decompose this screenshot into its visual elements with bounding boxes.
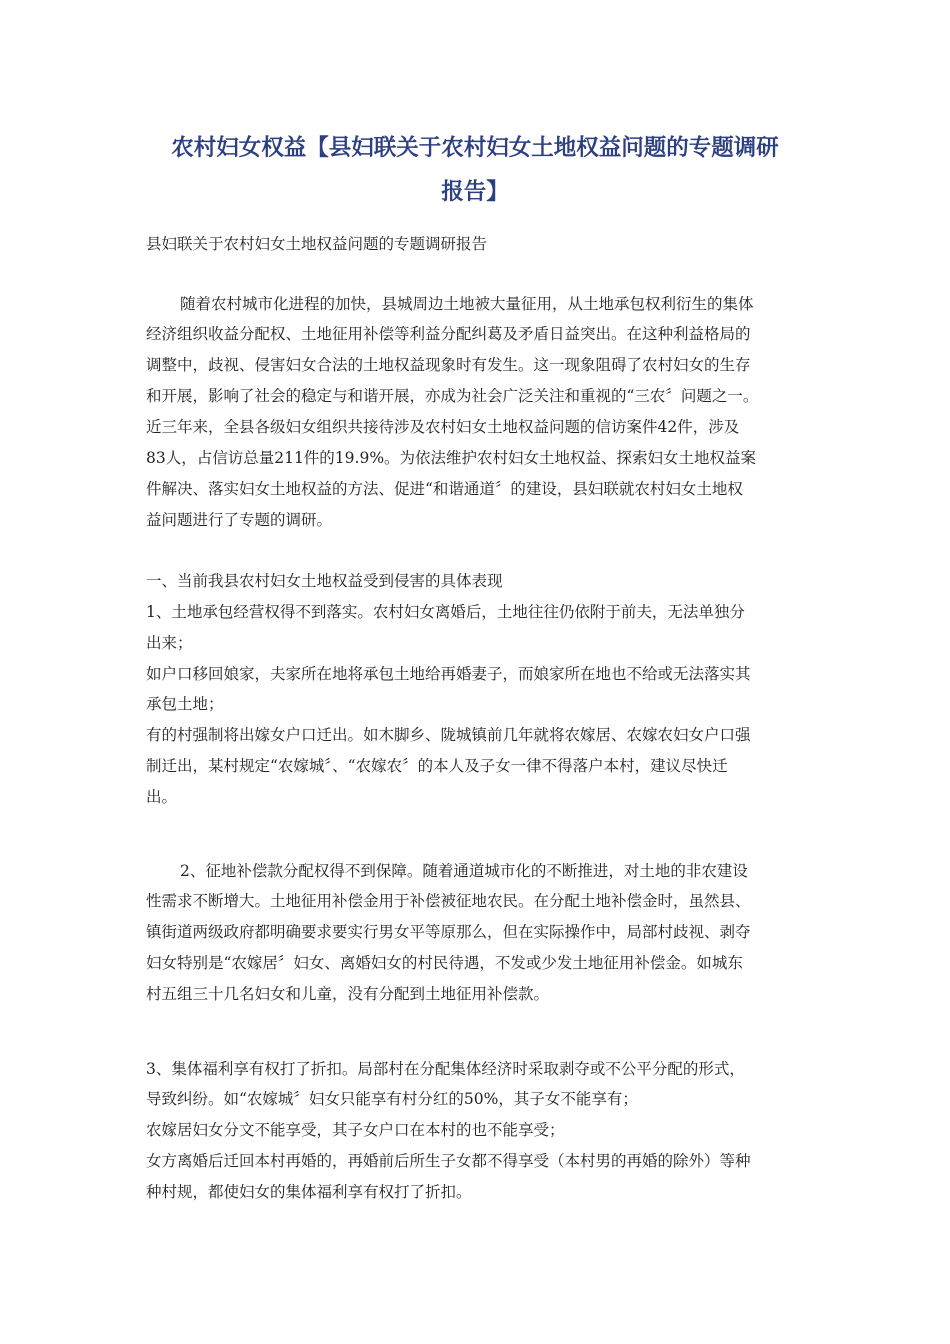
document-title-line-2: 报告】 [441,179,509,205]
intro-line: 随着农村城市化进程的加快，县城周边土地被大量征用，从土地承包权利衍生的集体 [180,295,754,313]
intro-line: 近三年来，全县各级妇女组织共接待涉及农村妇女土地权益问题的信访案件42件，涉及 [146,418,740,436]
intro-line: 益问题进行了专题的调研。 [146,511,333,529]
intro-line: 调整中，歧视、侵害妇女合法的土地权益现象时有发生。这一现象阻碍了农村妇女的生存 [146,356,751,374]
item2-line: 性需求不断增大。土地征用补偿金用于补偿被征地农民。在分配土地补偿金时，虽然县、 [146,892,751,910]
item3-line: 3、集体福利享有权打了折扣。局部村在分配集体经济时采取剥夺或不公平分配的形式， [146,1060,745,1078]
intro-line: 件解决、落实妇女土地权益的方法、促进“和谐通道〞的建设，县妇联就农村妇女土地权 [146,480,743,498]
intro-line: 和开展，影响了社会的稳定与和谐开展，亦成为社会广泛关注和重视的“三农〞问题之一。 [146,387,759,405]
item1-line: 出。 [146,788,178,806]
item3-line: 女方离婚后迁回本村再婚的，再婚前后所生子女都不得享受（本村男的再婚的除外）等种 [146,1152,751,1170]
item2-line: 妇女特别是“农嫁居〞妇女、离婚妇女的村民待遇，不发或少发土地征用补偿金。如城东 [146,954,743,972]
item1-line: 出来； [146,634,193,652]
item2-line: 2、征地补偿款分配权得不到保障。随着通道城市化的不断推进，对土地的非农建设 [180,862,748,880]
item3-line: 导致纠纷。如“农嫁城〞妇女只能享有村分红的50%，其子女不能享有； [146,1090,638,1108]
item3-line: 种村规，都使妇女的集体福利享有权打了折扣。 [146,1183,472,1201]
document-title-line-1: 农村妇女权益【县妇联关于农村妇女土地权益问题的专题调研 [171,135,779,161]
intro-line: 经济组织收益分配权、土地征用补偿等利益分配纠葛及矛盾日益突出。在这种利益格局的 [146,325,751,343]
item1-line: 1、土地承包经营权得不到落实。农村妇女离婚后，土地往往仍依附于前夫，无法单独分 [146,603,745,621]
intro-line: 83人，占信访总量211件的19.9%。为依法维护农村妇女土地权益、探索妇女土地权益案 [146,449,757,467]
item1-line: 承包土地； [146,695,224,713]
item1-line: 如户口移回娘家，夫家所在地将承包土地给再婚妻子，而娘家所在地也不给或无法落实其 [146,665,751,683]
item3-line: 农嫁居妇女分文不能享受，其子女户口在本村的也不能享受； [146,1121,565,1139]
item1-line: 制迁出，某村规定“农嫁城〞、“农嫁农〞的本人及子女一律不得落户本村，建议尽快迁 [146,757,728,775]
section-heading: 一、当前我县农村妇女土地权益受到侵害的具体表现 [146,572,503,590]
item2-line: 村五组三十几名妇女和儿童，没有分配到土地征用补偿款。 [146,985,550,1003]
item1-line: 有的村强制将出嫁女户口迁出。如木脚乡、陇城镇前几年就将农嫁居、农嫁农妇女户口强 [146,726,751,744]
item2-line: 镇街道两级政府都明确要求要实行男女平等原那么，但在实际操作中，局部村歧视、剥夺 [146,923,751,941]
document-subtitle: 县妇联关于农村妇女土地权益问题的专题调研报告 [146,235,488,253]
